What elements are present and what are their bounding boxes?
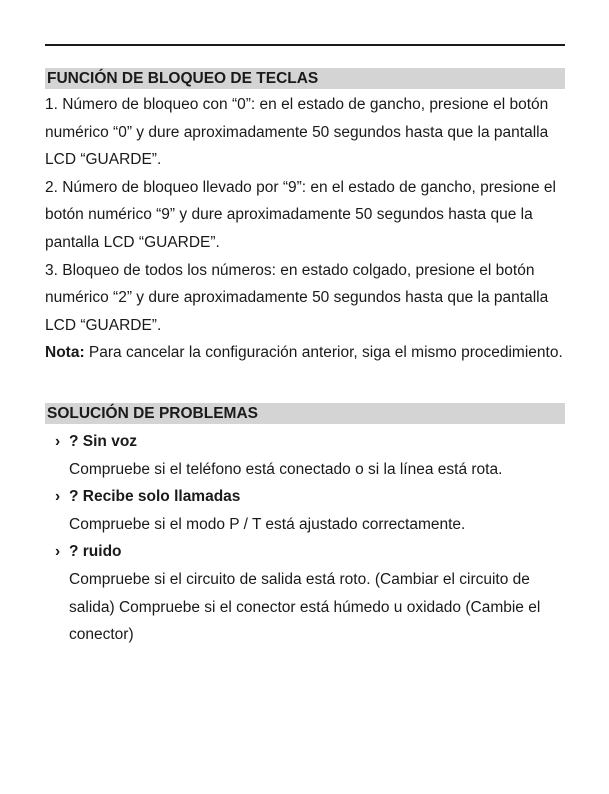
chevron-right-icon: › [55, 488, 61, 506]
keylock-section-body [45, 91, 565, 367]
problem-description: Compruebe si el teléfono está conectado o si la línea está rota. [69, 460, 503, 478]
problem-item [45, 483, 565, 538]
note-text: Para cancelar la configuración anterior, siga el mismo procedimiento. [84, 344, 563, 362]
problem-description: Compruebe si el modo P / T está ajustado correctamente. [69, 515, 466, 533]
problem-title-row [45, 538, 565, 566]
note-label: Nota: [45, 344, 85, 362]
chevron-right-icon: › [55, 543, 61, 561]
troubleshooting-list [45, 428, 565, 649]
problem-title: ? Sin voz [69, 433, 138, 450]
problem-title-row [45, 483, 565, 511]
problem-item [45, 428, 565, 483]
problem-title-row [45, 428, 565, 456]
keylock-item-0: 1. Número de bloqueo con “0”: en el estado de gancho, presione el botón numérico “0” y dure aproximadamente 50 segundos hasta que la pantalla LCD “GUARDE”. [45, 96, 549, 169]
keylock-note [45, 339, 565, 367]
keylock-item-2: 3. Bloqueo de todos los números: en estado colgado, presione el botón numérico “2” y dure aproximadamente 50 segundos hasta que la pantalla LCD “GUARDE”. [45, 261, 549, 334]
problem-title: ? Recibe solo llamadas [69, 488, 241, 506]
troubleshooting-section-heading: SOLUCIÓN DE PROBLEMAS [45, 403, 565, 424]
keylock-item-1: 2. Número de bloqueo llevado por “9”: en el estado de gancho, presione el botón numérico “9” y dure aproximadamente 50 segundos hasta que la pantalla LCD “GUARDE”. [45, 178, 556, 251]
problem-item [45, 538, 565, 648]
chevron-right-icon: › [55, 433, 61, 450]
problem-title: ? ruido [69, 543, 122, 561]
keylock-section-heading: FUNCIÓN DE BLOQUEO DE TECLAS [45, 68, 565, 89]
problem-description: Compruebe si el circuito de salida está roto. (Cambiar el circuito de salida) Compruebe si el conector está húmedo u oxidado (Cambie el conector) [69, 570, 541, 644]
top-divider [45, 44, 565, 46]
